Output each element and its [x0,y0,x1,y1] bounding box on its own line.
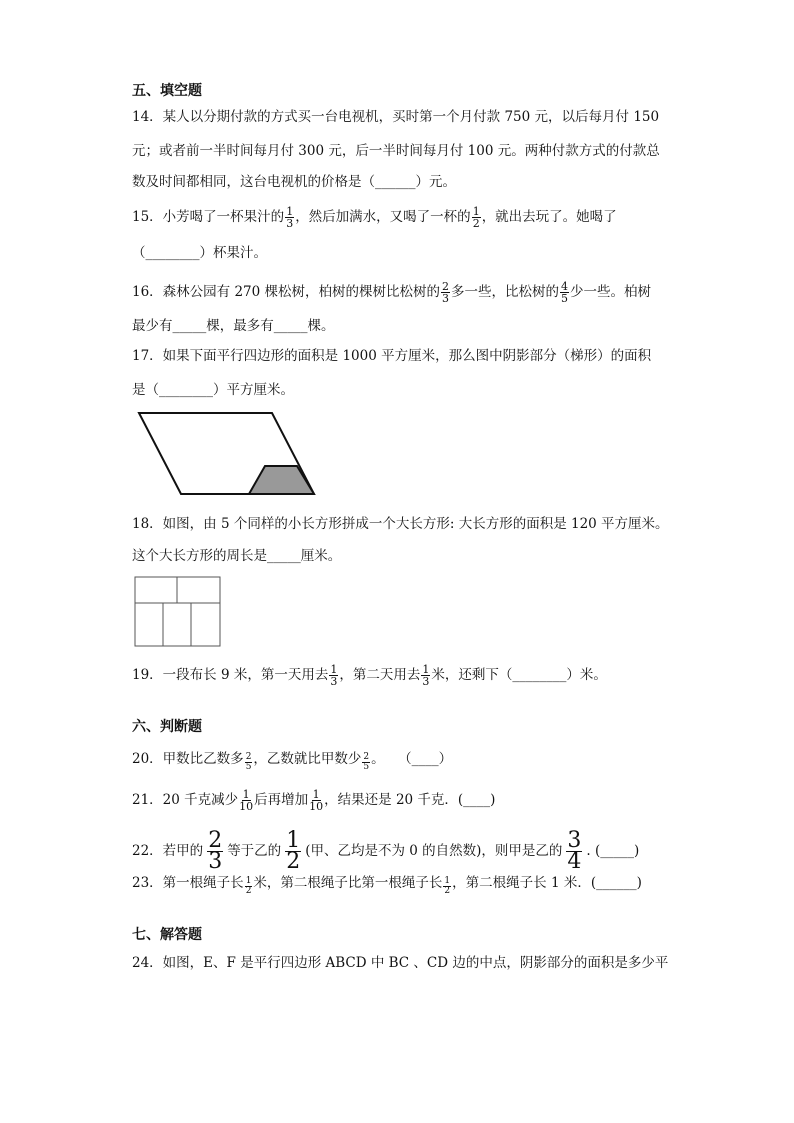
shaded-trapezoid [249,466,314,494]
fraction-numerator: 1 [245,876,252,886]
section-title-fill-blank: 五、填空题 [132,83,202,99]
fraction [472,206,481,229]
q15-text-a: 15．小芳喝了一杯果汁的 [132,209,285,225]
fraction [362,753,370,772]
q22-text-b: 等于乙的 [227,843,282,859]
fraction-denominator: 10 [239,800,254,813]
fraction-numerator: 2 [245,752,252,762]
fraction-numerator: 1 [422,663,430,676]
section-title-solve: 七、解答题 [132,927,202,943]
q15-line-1 [132,206,617,229]
q22-text-c: (甲、乙均是不为 0 的自然数)，则甲是乙的 [305,843,563,859]
fraction [285,828,301,874]
q17-line-2: 是（________）平方厘米。 [132,382,294,398]
fraction-denominator: 4 [567,849,582,874]
fraction [560,281,569,304]
fraction-denominator: 2 [444,886,451,896]
fraction [421,664,430,687]
q24-line-1: 24．如图，E、F 是平行四边形 ABCD 中 BC 、CD 边的中点，阴影部分的面积是多少平 [132,955,669,971]
fraction-numerator: 1 [472,205,480,218]
q21-line-1 [132,789,495,812]
q19-text-b: ，第二天用去 [339,667,421,683]
q19-text-c: 米，还剩下（________）米。 [431,667,607,683]
fraction-denominator: 3 [422,675,430,688]
parallelogram-figure [134,408,320,500]
fraction [443,877,451,896]
q23-text-c: ，第二根绳子长 1 米．(______) [452,875,642,891]
q16-line-2: 最少有_____棵，最多有_____棵。 [132,318,335,334]
q22-text-a: 22．若甲的 [132,843,204,859]
q23-text-a: 23．第一根绳子长 [132,875,244,891]
fraction [245,877,253,896]
fraction-denominator: 3 [330,675,338,688]
q23-text-b: 米，第二根绳子比第一根绳子长 [253,875,443,891]
q16-line-1 [132,281,651,304]
q15-text-c: ，就出去玩了。她喝了 [481,209,617,225]
fraction-denominator: 5 [245,762,252,772]
fraction [207,828,223,874]
fraction-denominator: 3 [286,217,294,230]
q20-line-1 [132,749,452,772]
fraction-denominator: 5 [561,292,569,305]
q18-line-2: 这个大长方形的周长是_____厘米。 [132,548,342,564]
fraction-numerator: 1 [312,788,320,801]
fraction [566,828,582,874]
fraction-numerator: 2 [363,752,370,762]
fraction [245,753,253,772]
q16-text-c: 少一些。柏树 [570,284,652,300]
fraction-denominator: 10 [309,800,324,813]
q20-text-a: 20．甲数比乙数多 [132,751,244,767]
q16-text-a: 16．森林公园有 270 棵松树，柏树的棵树比松树的 [132,284,441,300]
fraction-numerator: 2 [208,828,223,853]
q20-text-c: 。 （____） [371,751,453,767]
q15-text-b: ，然后加满水，又喝了一杯的 [295,209,471,225]
q20-text-b: ，乙数就比甲数少 [253,751,362,767]
fraction [239,789,253,812]
fraction [329,664,338,687]
fraction-denominator: 2 [472,217,480,230]
fraction-denominator: 2 [245,886,252,896]
fraction-numerator: 1 [286,205,294,218]
fraction-numerator: 1 [242,788,250,801]
fraction-numerator: 3 [567,828,582,853]
fraction [285,206,294,229]
fraction-numerator: 1 [286,828,301,853]
fraction-denominator: 3 [208,849,223,874]
fraction-denominator: 3 [442,292,450,305]
q21-text-a: 21．20 千克减少 [132,792,239,808]
q21-text-c: ，结果还是 20 千克．(____) [324,792,496,808]
fraction [441,281,450,304]
q14-line-1: 14．某人以分期付款的方式买一台电视机，买时第一个月付款 750 元，以后每月付 150 [132,109,660,125]
q19-text-a: 19．一段布长 9 米，第一天用去 [132,667,329,683]
q22-text-d: . (_____) [586,843,640,859]
q18-line-1: 18．如图，由 5 个同样的小长方形拼成一个大长方形: 大长方形的面积是 120 平方厘米。 [132,516,669,532]
fraction-numerator: 1 [330,663,338,676]
fraction-numerator: 4 [561,280,569,293]
q14-line-2: 元；或者前一半时间每月付 300 元，后一半时间每月付 100 元。两种付款方式的付款总 [132,143,660,159]
q15-line-2: （________）杯果汁。 [132,245,267,261]
q21-text-b: 后再增加 [254,792,309,808]
q22-line-1 [132,828,640,874]
fraction-denominator: 2 [286,849,301,874]
fraction-numerator: 2 [442,280,450,293]
q14-line-3: 数及时间都相同，这台电视机的价格是（______）元。 [132,174,456,190]
fraction-numerator: 1 [444,876,451,886]
q19-line-1 [132,664,607,687]
fraction-denominator: 5 [363,762,370,772]
q23-line-1 [132,873,642,896]
q16-text-b: 多一些，比松树的 [451,284,560,300]
section-title-judge: 六、判断题 [132,719,202,735]
q17-line-1: 17．如果下面平行四边形的面积是 1000 平方厘米，那么图中阴影部分（梯形）的面积 [132,348,652,364]
fraction [309,789,323,812]
rectangles-figure [134,576,222,648]
